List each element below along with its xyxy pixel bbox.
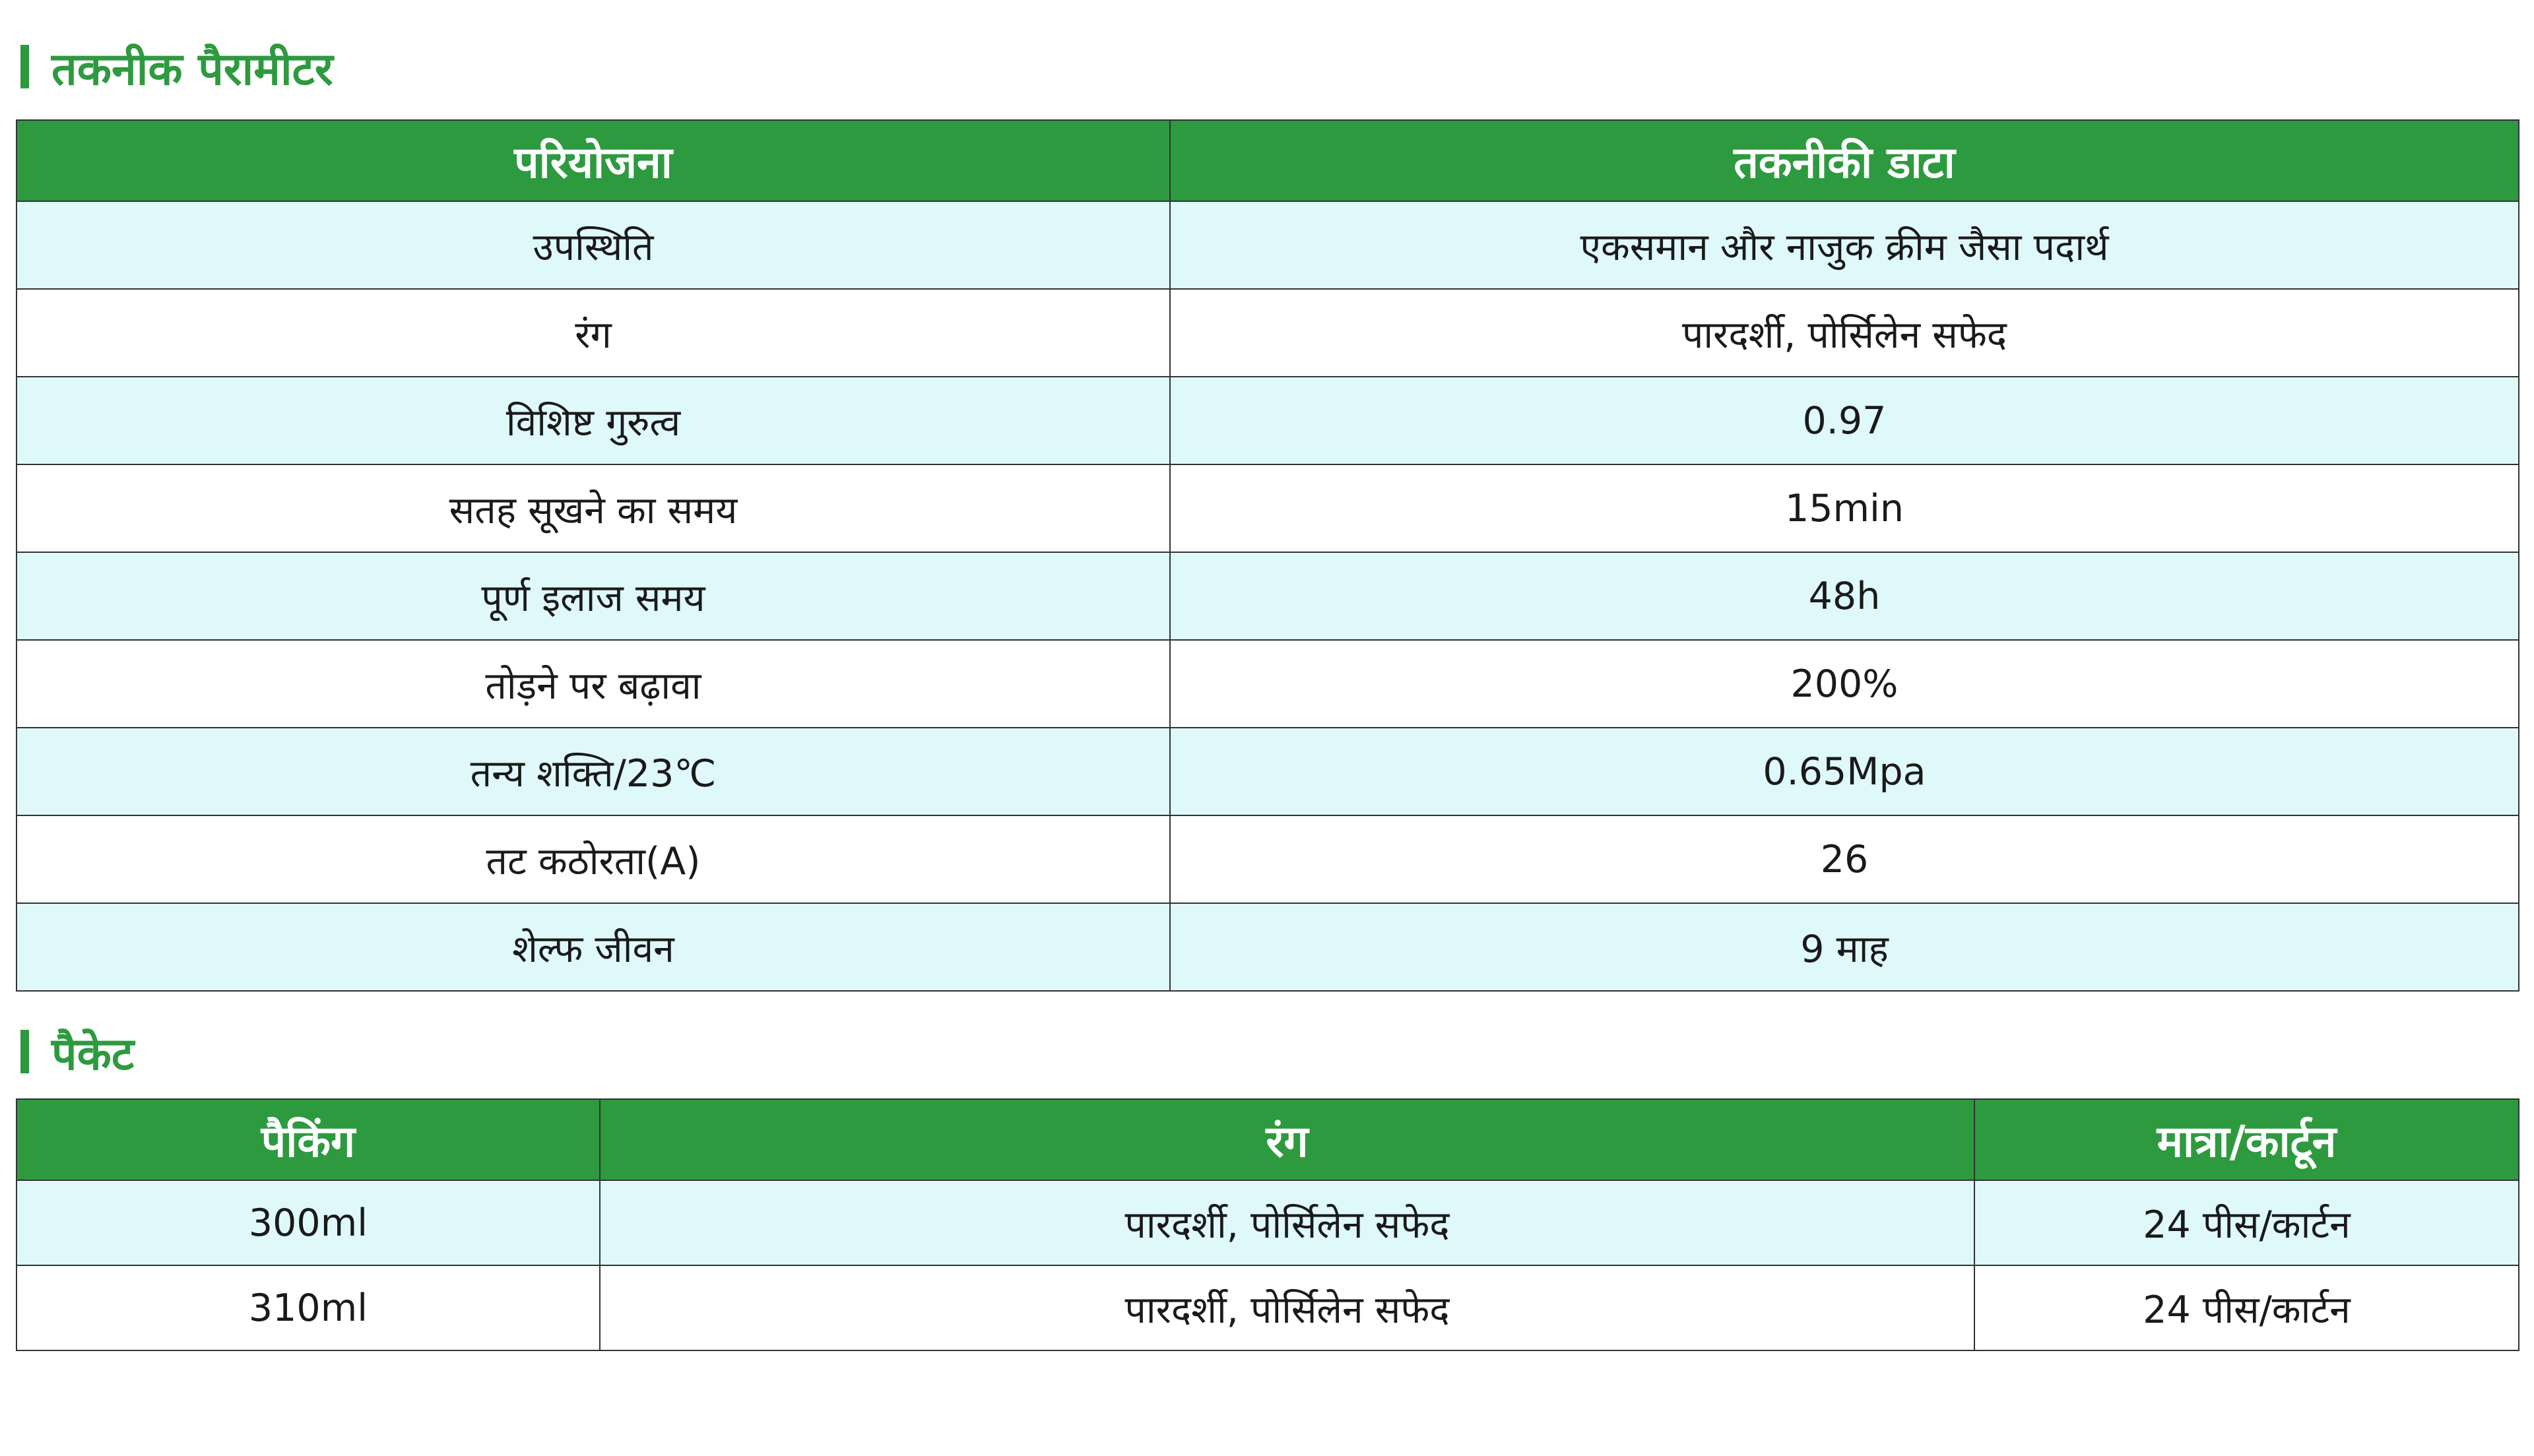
- table-row: [16, 552, 2519, 640]
- parameter-value: पारदर्शी, पोर्सिलेन सफेद: [1170, 289, 2519, 377]
- parameter-value: 26: [1170, 815, 2519, 903]
- parameter-name: पूर्ण इलाज समय: [16, 552, 1170, 640]
- parameter-name: रंग: [16, 289, 1170, 377]
- table-row: [16, 1265, 2519, 1350]
- parameter-value: 0.65Mpa: [1170, 728, 2519, 815]
- parameter-name: तट कठोरता(A): [16, 815, 1170, 903]
- table-row: [16, 289, 2519, 377]
- parameter-name: तन्य शक्ति/23℃: [16, 728, 1170, 815]
- parameter-name: शेल्फ जीवन: [16, 903, 1170, 991]
- section-title-text: तकनीक पैरामीटर: [51, 43, 333, 96]
- packing-quantity: 24 पीस/कार्टन: [1974, 1180, 2519, 1265]
- packing-quantity: 24 पीस/कार्टन: [1974, 1265, 2519, 1350]
- parameter-name: विशिष्ट गुरुत्व: [16, 377, 1170, 464]
- table-row: [16, 728, 2519, 815]
- packing-size: 300ml: [16, 1180, 600, 1265]
- packaging-table: [16, 1098, 2519, 1351]
- packing-size: 310ml: [16, 1265, 600, 1350]
- header-quantity-per-carton: मात्रा/कार्टून: [1974, 1099, 2519, 1180]
- table-row: [16, 815, 2519, 903]
- technical-parameters-table: [16, 119, 2519, 992]
- parameter-name: उपस्थिति: [16, 201, 1170, 289]
- technical-parameters-heading: [20, 37, 333, 96]
- packing-color: पारदर्शी, पोर्सिलेन सफेद: [600, 1180, 1974, 1265]
- section-title-text: पैकेट: [51, 1028, 135, 1081]
- header-packing: पैकिंग: [16, 1099, 600, 1180]
- parameter-value: 48h: [1170, 552, 2519, 640]
- table-header-row: [16, 1099, 2519, 1180]
- table-row: [16, 1180, 2519, 1265]
- parameter-value: 9 माह: [1170, 903, 2519, 991]
- packing-color: पारदर्शी, पोर्सिलेन सफेद: [600, 1265, 1974, 1350]
- packaging-heading: [20, 1022, 134, 1081]
- heading-accent-bar: [20, 1030, 29, 1073]
- table-row: [16, 464, 2519, 552]
- header-color: रंग: [600, 1099, 1974, 1180]
- header-project: परियोजना: [16, 120, 1170, 201]
- table-row: [16, 201, 2519, 289]
- table-row: [16, 377, 2519, 464]
- heading-accent-bar: [20, 45, 29, 88]
- parameter-name: तोड़ने पर बढ़ावा: [16, 640, 1170, 728]
- parameter-value: 0.97: [1170, 377, 2519, 464]
- table-row: [16, 903, 2519, 991]
- table-row: [16, 640, 2519, 728]
- parameter-value: एकसमान और नाजुक क्रीम जैसा पदार्थ: [1170, 201, 2519, 289]
- table-header-row: [16, 120, 2519, 201]
- parameter-name: सतह सूखने का समय: [16, 464, 1170, 552]
- parameter-value: 15min: [1170, 464, 2519, 552]
- parameter-value: 200%: [1170, 640, 2519, 728]
- header-technical-data: तकनीकी डाटा: [1170, 120, 2519, 201]
